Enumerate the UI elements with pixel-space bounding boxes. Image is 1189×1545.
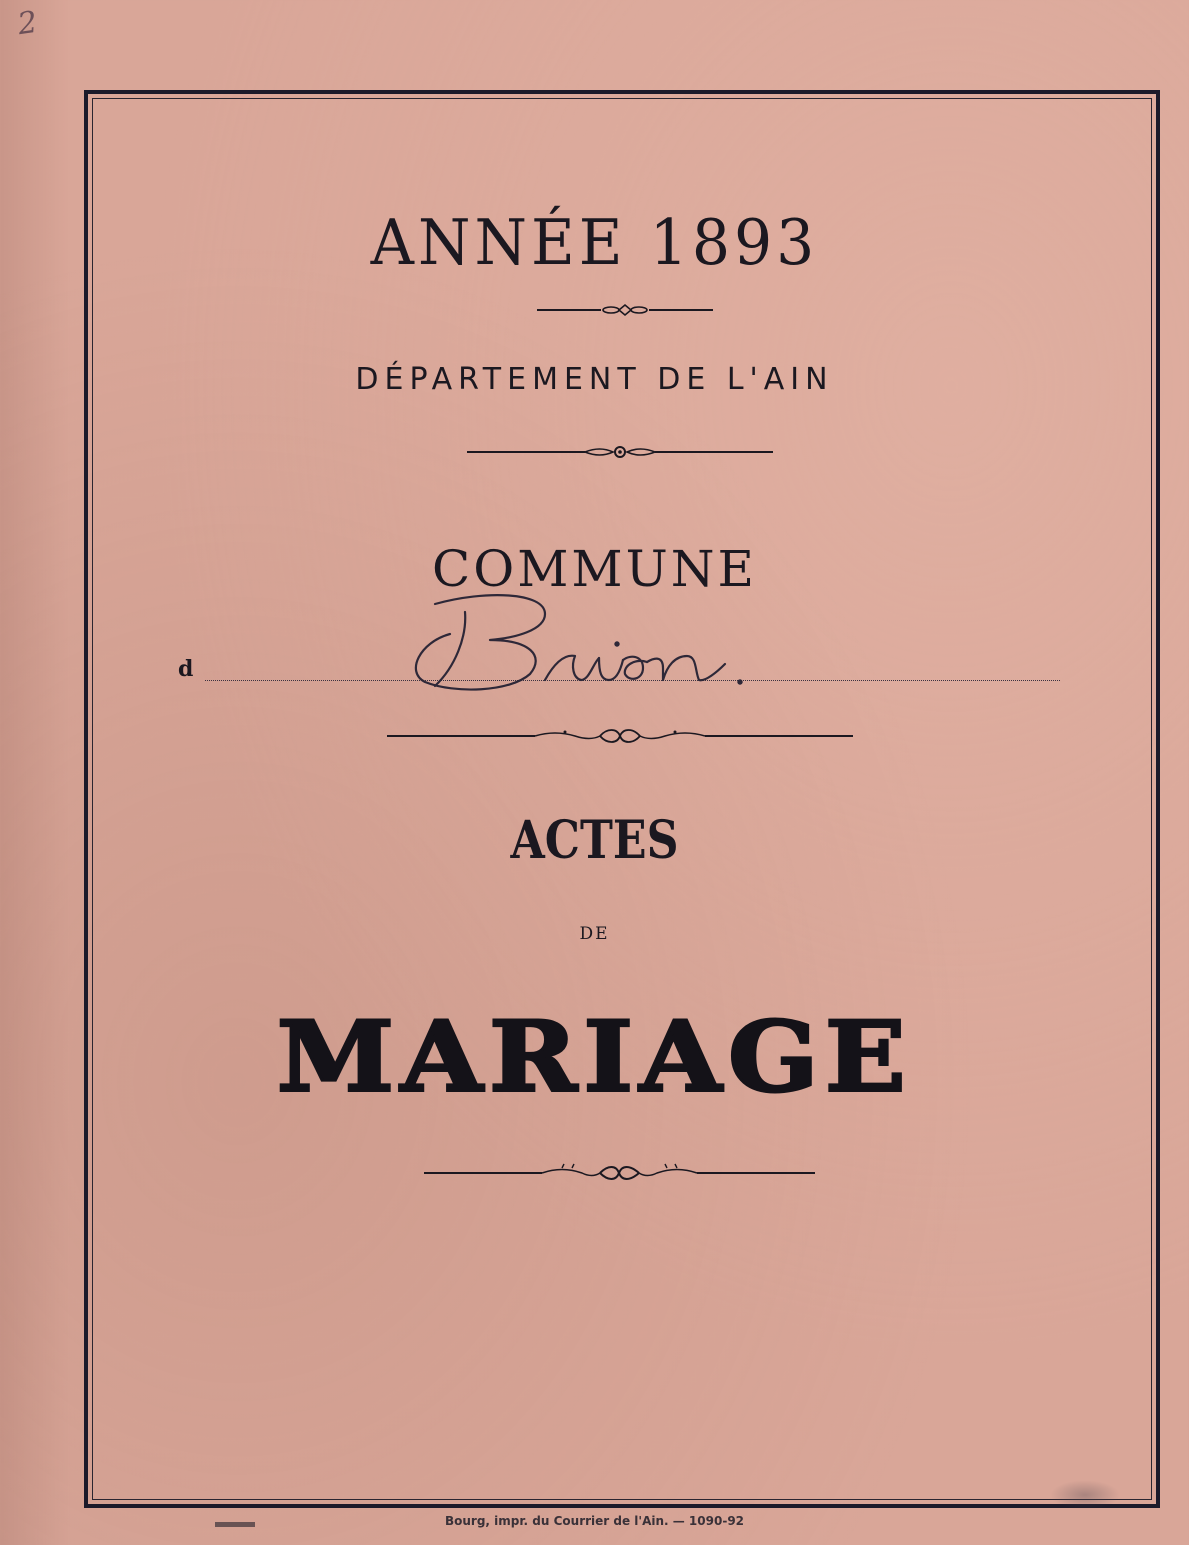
page-number: 2: [15, 4, 40, 43]
ornament-divider-2: [465, 444, 775, 460]
commune-label: COMMUNE: [431, 540, 758, 598]
ornament-divider-4: [422, 1162, 817, 1184]
de-label: DE: [579, 924, 610, 944]
actes-title: ACTES: [510, 810, 679, 871]
ornament-divider-1: [535, 302, 715, 318]
printer-imprint: Bourg, impr. du Courrier de l'Ain. — 1090-92: [444, 1514, 745, 1528]
mariage-title: MARIAGE: [276, 1001, 913, 1114]
department-title: DÉPARTEMENT DE L'AIN: [355, 362, 834, 397]
commune-prefix: d: [178, 656, 194, 682]
year-title: ANNÉE 1893: [370, 206, 819, 280]
ornament-divider-3: [385, 726, 855, 746]
commune-name-handwriting: [395, 582, 775, 702]
ink-smudge: [1050, 1480, 1120, 1510]
